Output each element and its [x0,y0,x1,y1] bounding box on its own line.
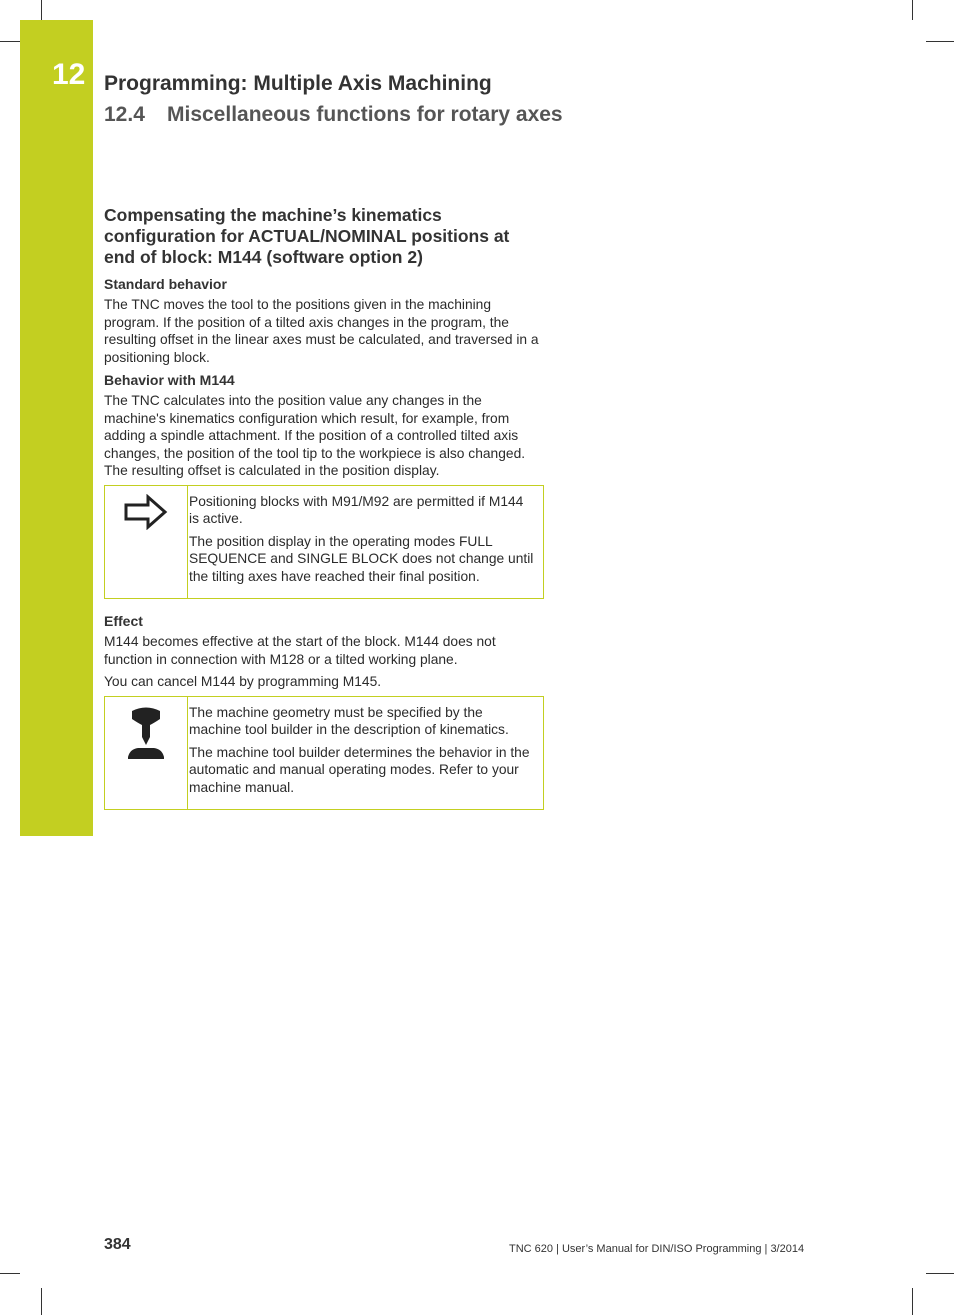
note-line: The machine tool builder determines the behavior in the automatic and manual operating modes. Refer to your machine manual. [189,744,530,795]
chapter-number: 12 [52,58,86,91]
note-line: Positioning blocks with M91/M92 are permitted if M144 is active. [189,493,524,526]
section-title-text: Miscellaneous functions for rotary axes [167,103,563,126]
note-icon-column [105,697,188,810]
crop-mark [912,1288,913,1315]
page-heading: Compensating the machine’s kinematics configuration for ACTUAL/NOMINAL positions at end of block: M144 (software option 2) [104,205,510,267]
note-line: The machine geometry must be specified by the machine tool builder in the description of kinematics. [189,704,509,737]
behavior-m144-text: The TNC calculates into the position value any changes in the machine's kinematics configuration which result, for example, from adding a spindle attachment. If the position of a controlled tilted axis changes, the position of the tool tip to the workpiece is also changed. The resulting offset is calculated in the position display. [104,393,526,478]
chapter-title: Programming: Multiple Axis Machining [104,72,492,95]
machine-note-box [104,696,544,811]
note-text [189,486,543,599]
note-icon-column [105,486,188,599]
chapter-sidebar [20,20,93,836]
standard-behavior-title: Standard behavior [104,276,227,292]
machine-builder-icon [126,705,166,761]
effect-text-cancel: You can cancel M144 by programming M145. [104,674,382,689]
section-title [104,103,563,127]
section-number: 12.4 [104,103,145,126]
standard-behavior-text: The TNC moves the tool to the positions given in the machining program. If the position of a tilted axis changes in the program, the resulting offset in the linear axes must be calculated, and traversed in a positioning block. [104,297,539,365]
crop-mark [41,0,42,20]
crop-mark [926,1273,954,1274]
arrow-right-icon [124,494,168,530]
crop-mark [926,41,954,42]
crop-mark [912,0,913,20]
note-text [189,697,543,810]
behavior-m144-title: Behavior with M144 [104,372,235,388]
main-content [104,205,544,824]
effect-text: M144 becomes effective at the start of the block. M144 does not function in connection with M128 or a tilted working plane. [104,634,496,667]
crop-mark [41,1288,42,1315]
crop-mark [0,41,20,42]
note-line: The position display in the operating modes FULL SEQUENCE and SINGLE BLOCK does not change until the tilting axes have reached their final position. [189,533,534,584]
page-number: 384 [104,1236,131,1253]
document-info: TNC 620 | User’s Manual for DIN/ISO Programming | 3/2014 [509,1243,805,1255]
note-box [104,485,544,600]
effect-title: Effect [104,613,143,629]
crop-mark [0,1273,20,1274]
